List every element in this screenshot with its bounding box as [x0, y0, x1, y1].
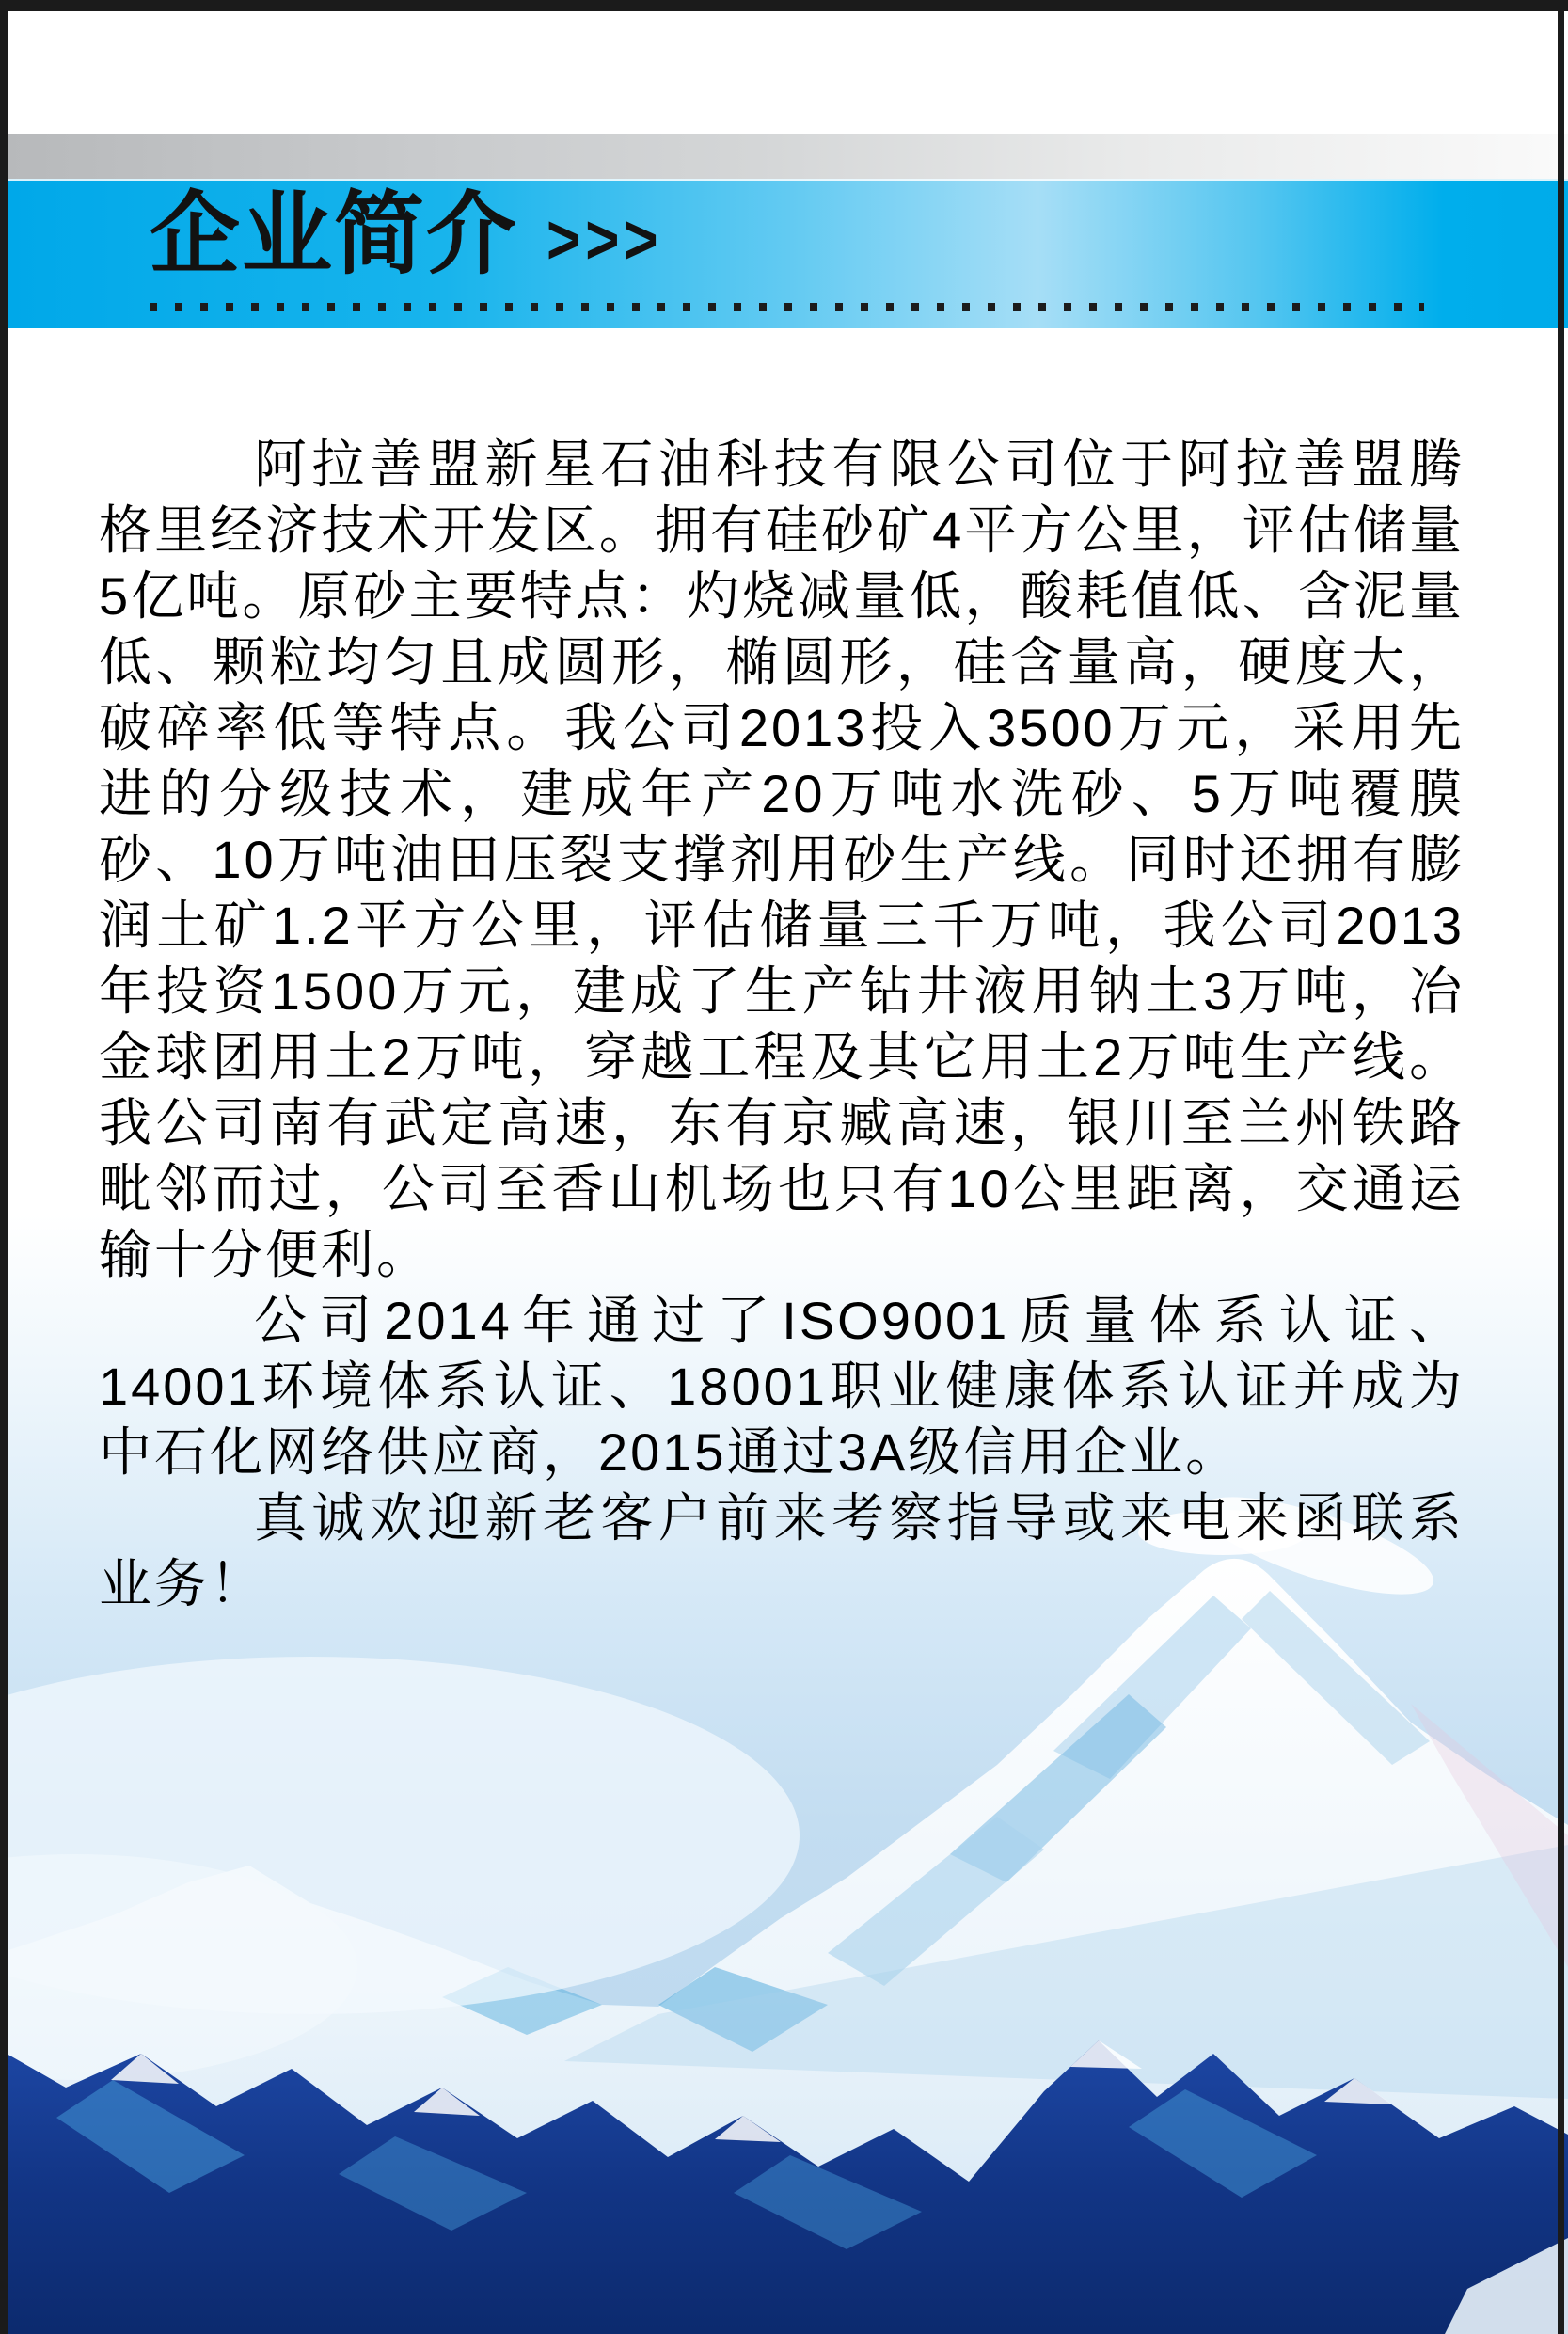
header-band: [8, 179, 1568, 328]
paragraph-welcome: 真诚欢迎新老客户前来考察指导或来电来函联系业务！: [99, 1488, 1465, 1613]
page-title: 企业简介: [150, 184, 518, 285]
paragraph-company-overview: 阿拉善盟新星石油科技有限公司位于阿拉善盟腾格里经济技术开发区。拥有硅砂矿4平方公里，评估储量5亿吨。原砂主要特点：灼烧减量低，酸耗值低、含泥量低、颗粒均匀且成圆形，椭圆形，硅含量高，硬度大，破碎率低等特点。我公司2013投入3500万元，采用先进的分级技术，建成年产20万吨水洗砂、5万吨覆膜砂、10万吨油田压裂支撑剂用砂生产线。同时还拥有膨润土矿1.2平方公里，评估储量三千万吨，我公司2013年投资1500万元，建成了生产钻井液用钠土3万吨，冶金球团用土2万吨，穿越工程及其它用土2万吨生产线。我公司南有武定高速，东有京臧高速，银川至兰州铁路毗邻而过，公司至香山机场也只有10公里距离，交通运输十分便利。: [99, 435, 1465, 1284]
page-border-left: [0, 0, 8, 2334]
silver-accent-bar: [8, 134, 1568, 179]
dotted-divider: [150, 303, 1424, 311]
intro-text-block: [99, 326, 1465, 1617]
title-row: [150, 184, 663, 285]
page-border-top: [0, 0, 1568, 11]
paragraph-certifications: 公司2014年通过了ISO9001质量体系认证、14001环境体系认证、18001职业健康体系认证并成为中石化网络供应商，2015通过3A级信用企业。: [99, 1291, 1465, 1482]
page-border-right: [1558, 0, 1564, 2334]
chevron-right-icons: >>>: [546, 200, 663, 279]
